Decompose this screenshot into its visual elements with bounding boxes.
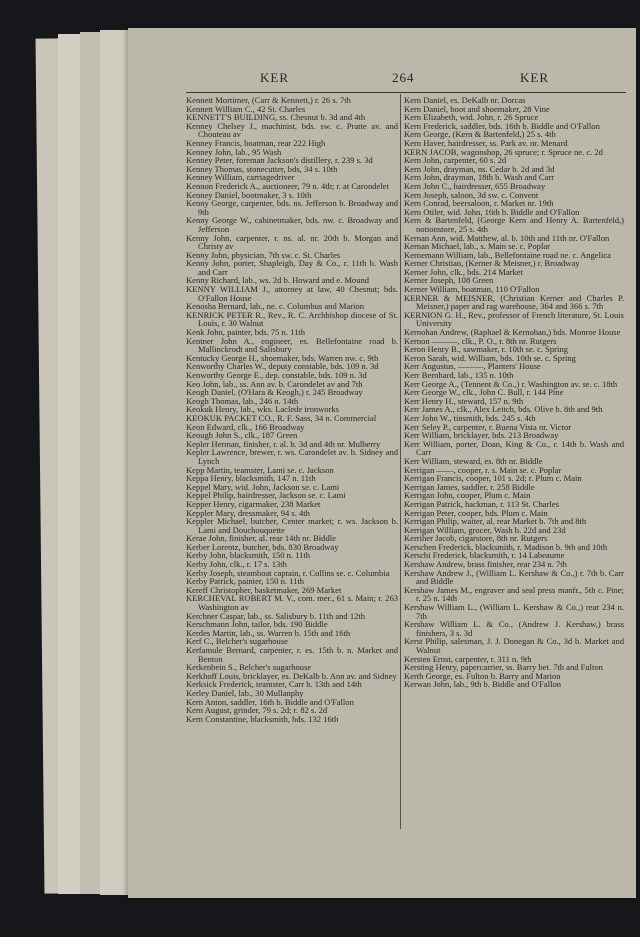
- directory-entry: KERCHEVAL ROBERT M. V., com. mer., 61 s. Main; r. 263 Washington av: [186, 593, 398, 613]
- right-guide-word: KER: [520, 70, 549, 85]
- header-rule: [186, 92, 626, 93]
- directory-entry: Kern Daniel, es. DeKalb nr. Dorcas: [404, 95, 526, 105]
- directory-entry: Kerr Seley P., carpenter, r. Buena Vista nr. Victor: [404, 421, 572, 432]
- directory-entry: Kerriher Jacob, cigarstore, 8th nr. Rutgers: [404, 533, 548, 544]
- directory-entry: Kerkenbein S., Belcher's sugarhouse: [186, 662, 312, 673]
- directory-entry: Kernemann William, lab., Bellefontaine road ne. c. Angelica: [404, 249, 611, 260]
- directory-entry: Kerr George W., clk., John C. Bull, r. 144 Pine: [404, 387, 564, 398]
- directory-entry: Kershaw William L. & Co., (Andrew J. Kershaw,) brass finishers, 3 s. 3d: [404, 619, 624, 638]
- directory-entry: Kennett Mortimer, (Carr & Kennett,) r. 26 s. 7th: [186, 95, 351, 105]
- directory-entry: Kerr George A., (Tennent & Co.,) r. Washington av. se. c. 18th: [404, 378, 618, 389]
- directory-entry: Kepler Herman, finisher, r. al. b. 3d and 4th nr. Mulberry: [186, 438, 381, 449]
- directory-entry: Kerner Christian, (Kerner & Meisner,) r. Broadway: [404, 258, 580, 269]
- directory-entry: Kerfamule Bernard, carpenter, r. es. 15th b. n. Market and Benton: [186, 645, 398, 664]
- directory-entry: Keough John S., clk., 187 Green: [186, 430, 298, 441]
- directory-entry: Kerschi Frederick, blacksmith, r. 14 Labeaume: [404, 550, 565, 561]
- directory-entry: Keppel Mary, wid. John, Jackson se. c. Lami: [186, 481, 340, 492]
- directory-entry: Kerr Augustus, ———, Planters' House: [404, 361, 541, 372]
- directory-entry: Kerrigan ——, cooper, r. s. Main se. c. Poplar: [404, 464, 562, 475]
- directory-entry: Kerner William, boatman, 110 O'Fallon: [404, 284, 540, 295]
- directory-entry: Keppa Henry, blacksmith, 147 n. 11th: [186, 473, 316, 484]
- directory-entry: Kentner John A., engineer, es. Bellefontaine road b. Mallinckrodt and Salisbury: [186, 335, 398, 355]
- left-column: [186, 96, 398, 723]
- right-column: [404, 96, 624, 689]
- directory-entry: Kerby Patrick, painter, 150 n. 11th: [186, 576, 305, 587]
- directory-entry: Kerwan John, lab., 9th b. Biddle and O'Fallon: [404, 679, 562, 690]
- directory-entry: Kern Joseph, saloon, 3d sw. c. Convent: [404, 189, 539, 200]
- directory-entry: Keogh Daniel, (O'Hara & Keogh,) r. 245 Broadway: [186, 387, 363, 398]
- directory-entry: Kenney Francis, boatman, rear 222 High: [186, 137, 326, 148]
- directory-entry: Kernan Ann, wid. Matthew, al. b. 10th and 11th nr. O'Fallon: [404, 232, 610, 243]
- directory-entry: Kerdes Martin, lab., ss. Warren b. 15th and 16th: [186, 627, 351, 638]
- left-guide-word: KER: [260, 70, 289, 85]
- directory-entry: Kersten Ernst, carpenter, r. 311 n. 9th: [404, 653, 532, 664]
- directory-entry: Kern John, carpenter, 60 s. 2d: [404, 155, 507, 166]
- directory-entry: Kenworthy Charles W., deputy constable, bds. 109 n. 3d: [186, 361, 379, 372]
- directory-entry: Kenk John, painter, bds. 75 n. 11th: [186, 327, 305, 338]
- directory-entry: Kerth George, es. Fulton b. Barry and Marion: [404, 670, 561, 681]
- directory-entry: Kerley Daniel, lab., 30 Mullanphy: [186, 687, 304, 698]
- directory-entry: Kerr John W., tinsmith, bds. 245 s. 4th: [404, 412, 536, 423]
- directory-entry: Kerner John, clk., bds. 214 Market: [404, 266, 523, 277]
- directory-entry: Kern Haver, hairdresser, ss. Park av. nr. Menard: [404, 137, 568, 148]
- directory-entry: Kerby John, blacksmith, 150 n. 11th: [186, 550, 311, 561]
- directory-entry: Kenny John, physician, 7th sw. c. St. Charles: [186, 249, 341, 260]
- directory-entry: Kernan Michael, lab., s. Main se. c. Poplar: [404, 241, 550, 252]
- directory-entry: Kershaw James M., engraver and seal press manfr., 5th c. Pine; r. 25 n. 14th: [404, 584, 624, 604]
- directory-entry: Kerr Henry H., steward, 157 n. 9th: [404, 395, 524, 406]
- directory-entry: Kerber Lorentz, butcher, bds. 830 Broadway: [186, 541, 339, 552]
- directory-entry: Kerrigan John, cooper, Plum c. Main: [404, 490, 531, 501]
- directory-entry: KERNION G. H., Rev., professor of French literature, St. Louis University: [404, 309, 624, 329]
- directory-entry: Kenny George W., cabinetmaker, bds. nw. c. Broadway and Jefferson: [186, 215, 398, 234]
- directory-entry: Kenney Peter, foreman Jackson's distillery, r. 239 s. 3d: [186, 155, 373, 166]
- directory-entry: Kerst Philip, salesman, J. J. Donegan & Co., 3d b. Market and Walnut: [404, 636, 624, 655]
- directory-entry: Kenworthy George E., dep. constable, bds. 109 n. 3d: [186, 370, 367, 380]
- directory-entry: Kerae John, finisher, al. rear 14th nr. Biddle: [186, 533, 336, 544]
- directory-entry: Kepper Henry, cigarmaker, 238 Market: [186, 498, 321, 509]
- directory-entry: Kern August, grinder, 79 s. 2d; r. 82 s. 2d: [186, 705, 328, 716]
- directory-entry: Keogh Thomas, lab., 246 n. 14th: [186, 395, 299, 406]
- directory-entry: Kern John, drayman, ns. Cedar b. 2d and 3d: [404, 163, 555, 174]
- directory-entry: Keron Sarah, wid. William, bds. 10th se. c. Spring: [404, 352, 576, 363]
- directory-entry: Kershaw Andrew, brass finisher, rear 234 n. 7th: [404, 559, 567, 570]
- directory-entry: Kenosha Bernard, lab., ne. c. Columbus and Marion: [186, 301, 365, 312]
- directory-entry: Kern John, drayman, 18th b. Wash and Carr: [404, 172, 555, 183]
- directory-entry: Kern Conrad, beersaloon, r. Market nr. 19th: [404, 198, 554, 209]
- directory-entry: Kershaw Andrew J., (William L. Kershaw & Co.,) r. 7th b. Carr and Biddle: [404, 567, 624, 587]
- directory-entry: Kerby Joseph, steamboat captain, r. Collins se. c. Columbia: [186, 567, 390, 578]
- directory-entry: KENRICK PETER R., Rev., R. C. Archbishop diocese of St. Louis, r. 30 Walnut: [186, 309, 398, 329]
- directory-entry: Kerrigan James, saddler, r. 258 Biddle: [404, 481, 535, 492]
- directory-entry: Kerrigan Peter, cooper, bds. Plum c. Main: [404, 507, 548, 518]
- directory-entry: Kenney Chelsey J., machinist, bds. sw. c. Pratte av. and Chouteau av: [186, 120, 398, 140]
- directory-entry: Kerrigan Francis, cooper, 101 s. 2d; r. Plum c. Main: [404, 473, 582, 484]
- directory-entry: Kern & Bartenfeld, (George Kern and Henry A. Bartenfeld,) notionstore, 25 s. 4th: [404, 215, 624, 234]
- directory-entry: KENNY WILLIAM J., attorney at law, 40 Chesnut; bds. O'Fallon House: [186, 284, 398, 303]
- directory-entry: Kerschen Frederick, blacksmith, r. Madison b. 9th and 10th: [404, 541, 608, 552]
- directory-entry: Kereff Christopher, basketmaker, 269 Market: [186, 584, 342, 595]
- directory-entry: Kern Elizabeth, wid. John, r. 26 Spruce: [404, 112, 539, 123]
- directory-entry: Kerby John, clk., r. 17 s. 13th: [186, 559, 287, 570]
- directory-entry: Kernon ———, clk., P. O., r. 8th nr. Rutgers: [404, 335, 557, 346]
- directory-entry: Kennon Frederick A., auctioneer, 79 n. 4th; r. at Carondelet: [186, 180, 389, 191]
- directory-entry: Kerr William, porter, Doan, King & Co., r. 14th b. Wash and Carr: [404, 438, 624, 458]
- directory-entry: Kenny Richard, lab., ws. 2d b. Howard and e. Mound: [186, 275, 370, 286]
- directory-entry: Kern Anton, saddler, 16th b. Biddle and O'Fallon: [186, 696, 354, 707]
- directory-entry: Kern Daniel, boot and shoemaker, 28 Vine: [404, 103, 550, 114]
- directory-entry: Kenny John, carpenter, r. ns. al. nr. 20th b. Morgan and Christy av: [186, 232, 398, 252]
- directory-entry: Keppler Michael, butcher, Center market; r. ws. Jackson b. Lami and Douchouquette: [186, 516, 398, 535]
- directory-entry: Kepp Martin, teamster, Lami se. c. Jackson: [186, 464, 334, 475]
- directory-entry: KENNETT'S BUILDING, ss. Chesnut b. 3d and 4th: [186, 112, 366, 123]
- directory-entry: Keppel Philip, hairdresser, Jackson se. c. Lami: [186, 490, 346, 501]
- directory-entry: KERN JACOB, wagonshop, 26 spruce; r. Spruce ne. c. 2d: [404, 146, 603, 157]
- directory-entry: Kenney Thomas, stonecutter, bds, 34 s. 10th: [186, 163, 338, 174]
- directory-entry: Kerkhoff Louis, bricklayer, es. DeKalb b. Ann av. and Sidney: [186, 670, 397, 681]
- directory-entry: Kerrigan Philip, waiter, al. rear Market b. 7th and 8th: [404, 516, 587, 527]
- directory-entry: KERNER & MEISNER, (Christian Kerner and Charles P. Meisner,) paper and rag warehouse, 364 and 366 s. 7th: [404, 292, 624, 312]
- directory-entry: Kerchner Caspar, lab., ss. Salisbury b. 11th and 12th: [186, 610, 366, 621]
- directory-entry: Kenny John, porter, Shapleigh, Day & Co., r. 11th b. Wash and Carr: [186, 258, 398, 277]
- directory-entry: Keron Henry B., sawmaker, r. 10th se. c. Spring: [404, 344, 568, 355]
- directory-entry: Kern George, (Kern & Bartenfeld,) 25 s. 4th: [404, 129, 556, 140]
- directory-entry: KEOKUK PACKET CO., R. F. Sass, 34 n. Commercial: [186, 412, 377, 423]
- directory-entry: Kerschmann John, tailor, bds. 190 Biddle: [186, 619, 328, 630]
- directory-entry: Kenny George, carpenter, bds. ns. Jefferson b. Broadway and 9th: [186, 198, 398, 217]
- directory-entry: Kerr James A., clk., Alex Leitch, bds. Olive b. 8th and 9th: [404, 404, 603, 415]
- directory-entry: Kerksick Frederick, teamster, Carr b. 13th and 14th: [186, 679, 362, 690]
- directory-entry: Kerner Joseph, 108 Green: [404, 275, 494, 286]
- directory-entry: Keo John, lab., ss. Ann av. b. Carondelet av and 7th: [186, 378, 363, 389]
- directory-entry: Kerf C., Belcher's sugarhouse: [186, 636, 288, 647]
- directory-entry: Kenney John, lab., 95 Wash: [186, 146, 282, 157]
- directory-entry: Kerrigan William, grocer, Wash b. 22d and 23d: [404, 524, 566, 535]
- directory-entry: Keon Edward, clk., 166 Broadway: [186, 421, 305, 432]
- directory-entry: Kerr William, steward, es. 8th nr. Biddle: [404, 455, 543, 466]
- directory-entry: Kersting Henry, papercarrier, ss. Barry bet. 7th and Fulton: [404, 662, 603, 673]
- directory-entry: Kern Otiler, wid. John, 16th b. Biddle and O'Fallon: [404, 206, 580, 217]
- directory-entry: Keokuk Henry, lab., wks. Laclede ironworks: [186, 404, 340, 415]
- directory-entry: Kenney Daniel, bootmaker, 3 s. 10th: [186, 189, 312, 200]
- directory-entry: Kerrigan Patrick, hackman, r. 113 St. Charles: [404, 498, 559, 509]
- directory-entry: Kern Frederick, saddler, bds. 16th b. Biddle and O'Fallon: [404, 120, 600, 131]
- directory-entry: Kershaw William L., (William L. Kershaw & Co.,) rear 234 n. 7th: [404, 602, 624, 621]
- directory-entry: Kepler Lawrence, brewer, r. ws. Carondelet av. b. Sidney and Lynch: [186, 447, 398, 466]
- directory-entry: Kentucky George H., shoemaker, bds. Warren nw. c. 9th: [186, 352, 379, 363]
- directory-entry: Kern John C., hairdresser, 655 Broadway: [404, 180, 546, 191]
- directory-entry: Kernohan Andrew, (Raphael & Kernohan,) bds. Monroe House: [404, 327, 621, 338]
- directory-entry: Keppler Mary, dressmaker, 94 s. 4th: [186, 507, 310, 518]
- directory-entry: Kern Constantine, blacksmith, bds. 132 16th: [186, 713, 339, 724]
- directory-entry: Kennett William C., 42 St. Charles: [186, 103, 306, 114]
- directory-entry: Kerr Bernhard, lab., 135 n. 10th: [404, 370, 514, 380]
- column-divider: [400, 94, 401, 829]
- page-number: 264: [392, 70, 415, 85]
- directory-entry: Kenney William, carriagedriver: [186, 172, 295, 183]
- directory-entry: Kerr William, bricklayer, bds. 213 Broadway: [404, 430, 559, 441]
